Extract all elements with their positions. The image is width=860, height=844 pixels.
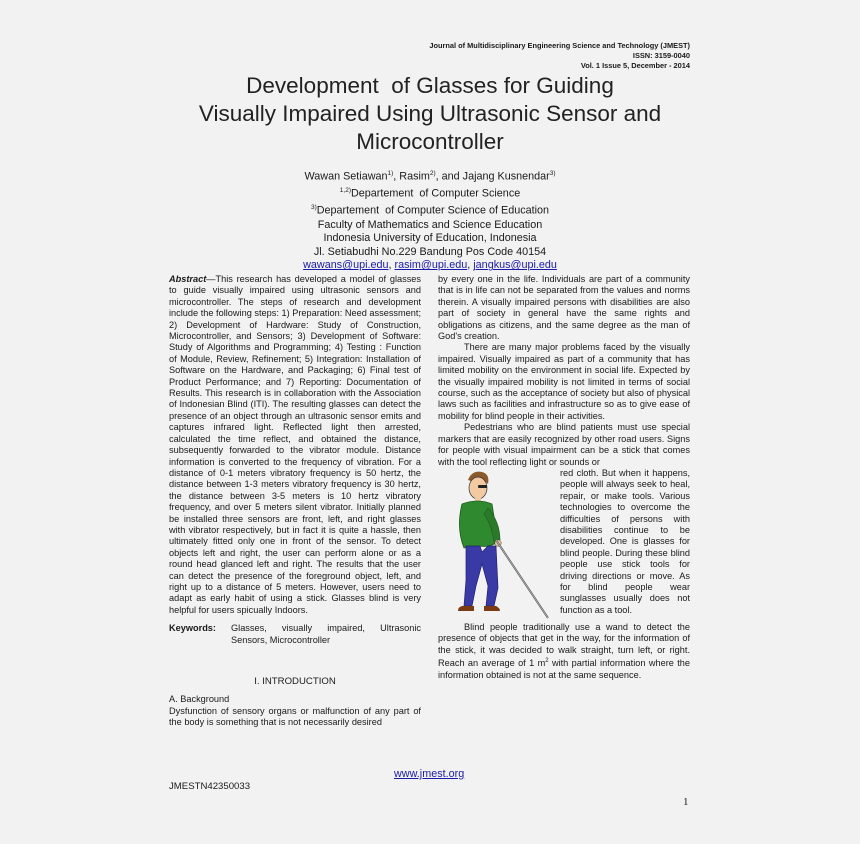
page-number: 1: [683, 796, 689, 808]
section-heading: I. INTRODUCTION: [254, 676, 336, 687]
journal-header: [429, 41, 690, 71]
body-paragraph-3: Pedestrians who are blind patients must use special markers that are easily recognized by other road users. Signs for people with visual impairment can be a stick that comes with the tool reflecting light or sounds or: [438, 422, 690, 467]
title-line-1: Development of Glasses for Guiding: [246, 73, 614, 98]
title-line-2: Visually Impaired Using Ultrasonic Sensor and: [198, 101, 662, 126]
body-paragraph-1: by every one in the life. Individuals are part of a community that is in life can not be separated from the values and norms therein. A visually impaired persons with disabilities are also part of society in general have the same rights and obligations as citizens, and the same degree as the man of God's creation.: [438, 274, 690, 342]
affiliation-1: $^{1,2)}$Departement of Computer Science: [339, 187, 521, 200]
affiliation-2: $^{3)}$Departement of Computer Science of Education: [310, 204, 550, 217]
faculty: Faculty of Mathematics and Science Education: [317, 218, 543, 231]
body-paragraph-4: Blind people traditionally use a wand to detect the presence of objects that get in the way, for the information of the stick, it was decided to walk straight, turn left, or right. Reach an average of 1 $m^2$ with partial information where the information obtained is not at the same sequence.: [438, 621, 691, 680]
email-link-2[interactable]: rasim@upi.edu: [394, 259, 468, 272]
journal-issn: ISSN: 3159-0040: [632, 51, 690, 60]
journal-volume: Vol. 1 Issue 5, December - 2014: [580, 61, 690, 70]
title-line-3: Microcontroller: [356, 129, 504, 154]
keywords-text: Glasses, visually impaired, Ultrasonic Sensors, Microcontroller: [231, 623, 421, 645]
footer-code: JMESTN42350033: [169, 781, 251, 792]
author-emails: wawans@upi.edu, rasim@upi.edu, jangkus@upi.edu: [303, 259, 557, 272]
abstract-text: —This research has developed a model of glasses to guide visually impaired using ultrasonic sensors and microcontroller. The steps of research and development include the following steps: 1) Preparation: Need assessment; 2) Development of Hardware: Study of Construction, Microcontroller, and Sensors; 3) Development of Software: Study of Algorithms and Programming; 4) Testing : Function of Module, Review, Refinement; 5) Integration: Installation of Software on the Hardware, and Packaging; 6) Final test of Product Performance; and 7) Reporting: Documentation of Results. This research is in collaboration with the Association of Indonesian Blind (ITI). The resulting glasses can detect the presence of an object through an ultrasonic sensor emits and captures infrared light. Reflected light then arrested, calculated the time reflect, and obtained the distance, subsequently forwarded to the vibrator module. Distance information is converted to the frequency of vibration. For a distance of 0-1 meters vibratory frequency is 50 hertz, the distance between 1-3 meters vibratory frequency is 30 hertz, the distance between 3-5 meters is 10 hertz vibratory frequency, and over 5 meters silent vibrator. Initially planned be installed three sensors are front, left, and right glasses with vibrator respectively, but in fact it is quite a hassle, then ultimately fitted only one in front of the sensor. To detect objects left and right, the user can perform alone or as a round head glanced left and right. The results that the user can detect the presence of the foreground object, left, and right up to a distance of 5 meters. However, users need to adapt as early habit of using a stick. Glasses blind is very helpful for users spicually Indoors.: [169, 274, 421, 615]
subsection-heading: A. Background: [169, 694, 230, 705]
author-block: [170, 167, 690, 273]
author-names: Wawan Setiawan$^{1)}$, Rasim$^{2)}$, and Jajang Kusnendar$^{3)}$: [304, 170, 556, 183]
keywords-label: Keywords:: [169, 623, 216, 634]
email-link-1[interactable]: wawans@upi.edu: [303, 259, 389, 272]
footer-url-link[interactable]: www.jmest.org: [394, 768, 465, 780]
journal-name: Journal of Multidisciplinary Engineering Science and Technology (JMEST): [429, 41, 690, 50]
abstract: [169, 274, 421, 616]
blind-person-illustration: [438, 468, 560, 622]
email-link-3[interactable]: jangkus@upi.edu: [473, 259, 557, 272]
right-column: [438, 274, 690, 681]
body-paragraph-2: There are many major problems faced by the visually impaired. Visually impaired as part of a community that has limited mobility on the environment in social life. Expected by the visually impaired mobility is not limited in terms of social course, such as the acceptance of society but also of physical laws such as facilities and infrastructure so as to give ease of mobility for blind people in their activities.: [438, 342, 690, 421]
abstract-label: Abstract: [169, 274, 207, 284]
paper-title: [100, 72, 760, 156]
body-paragraph-3-wrap: red cloth. But when it happens, people will always seek to heal, repair, or make tools. Various technologies to overcome the difficulties of persons with disabilities continue to be developed. One is glasses for blind people. During these blind people use stick tools for driving directions or move. As for blind people wear sunglasses usually does not function as a tool.: [560, 467, 690, 615]
keywords: [169, 623, 421, 646]
left-column: [169, 274, 421, 729]
university: Indonesia University of Education, Indonesia: [323, 232, 537, 245]
intro-paragraph: Dysfunction of sensory organs or malfunction of any part of the body is something that is not necessarily desired: [169, 705, 421, 728]
figure-wrap: [438, 468, 690, 622]
address: Jl. Setiabudhi No.229 Bandung Pos Code 40154: [313, 245, 547, 258]
